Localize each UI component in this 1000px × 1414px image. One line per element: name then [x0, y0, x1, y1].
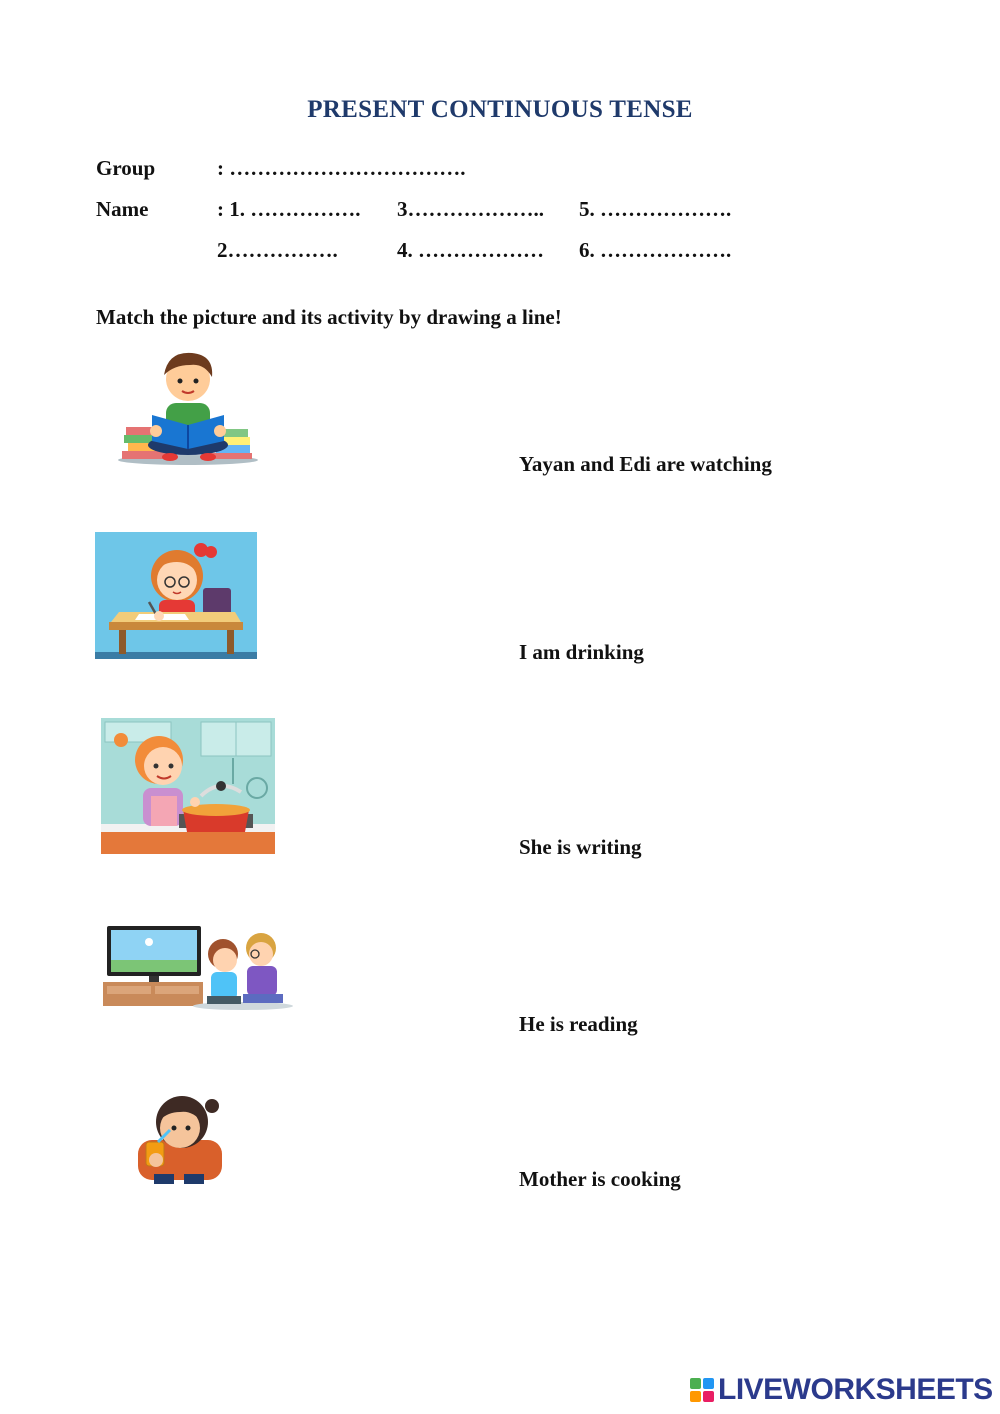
name-blank-6[interactable]: 6. ……………….	[579, 238, 732, 262]
name-blank-2[interactable]: 2…………….	[217, 238, 338, 262]
activity-label-4[interactable]: He is reading	[519, 1012, 638, 1036]
mother-cooking-icon[interactable]	[101, 718, 275, 854]
page-title: PRESENT CONTINUOUS TENSE	[307, 96, 693, 123]
name-blank-3[interactable]: 3………………..	[397, 197, 544, 221]
logo-text: LIVEWORKSHEETS	[718, 1373, 993, 1406]
girl-writing-icon[interactable]	[95, 532, 257, 659]
name-label: Name	[96, 197, 149, 221]
activity-label-3[interactable]: She is writing	[519, 835, 642, 859]
name-blank-5[interactable]: 5. ……………….	[579, 197, 732, 221]
group-label: Group	[96, 156, 156, 180]
liveworksheets-logo	[690, 1372, 993, 1408]
logo-mark-icon	[690, 1378, 714, 1402]
activity-label-5[interactable]: Mother is cooking	[519, 1167, 681, 1191]
activity-label-2[interactable]: I am drinking	[519, 640, 644, 664]
activity-label-1[interactable]: Yayan and Edi are watching	[519, 452, 772, 476]
boy-reading-icon[interactable]	[112, 345, 264, 470]
name-blank-1[interactable]: : 1. …………….	[217, 197, 361, 221]
boy-drinking-icon[interactable]	[118, 1088, 238, 1188]
group-blank[interactable]: : …………………………….	[217, 156, 466, 180]
instruction-text: Match the picture and its activity by drawing a line!	[96, 305, 562, 329]
name-blank-4[interactable]: 4. ………………	[397, 238, 544, 262]
kids-watching-tv-icon[interactable]	[103, 924, 293, 1014]
